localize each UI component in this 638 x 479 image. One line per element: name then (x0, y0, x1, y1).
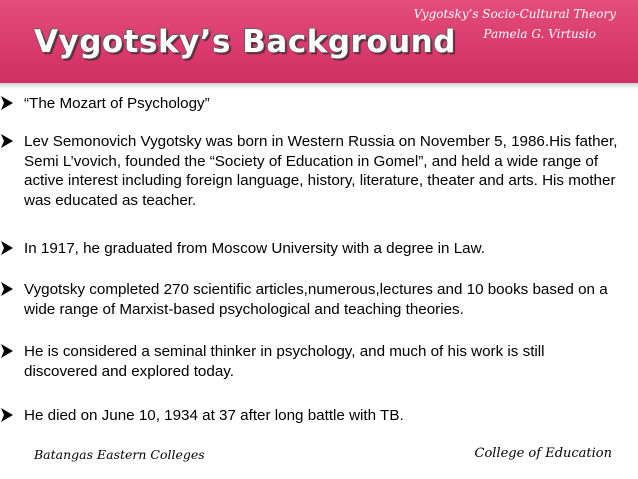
slide-title: Vygotsky’s Background (34, 24, 456, 60)
footer-institution: Batangas Eastern Colleges (34, 447, 205, 462)
author-credit: Pamela G. Virtusio (483, 27, 596, 41)
theory-credit: Vygotsky’s Socio-Cultural Theory (413, 7, 616, 21)
arrow-bullet-icon (0, 281, 17, 298)
arrow-bullet-icon (0, 407, 17, 424)
bullet-text: He died on June 10, 1934 at 37 after long battle with TB. (24, 407, 404, 424)
bullet-text: “The Mozart of Psychology” (24, 95, 210, 112)
bullet-text: Lev Semonovich Vygotsky was born in Western Russia on November 5, 1986.His father, Semi L’vovich, founded the “Society of Education in Gomel”, and held a wide range of active interest including foreign language, history, literature, theater and arts. His mother was educated as teacher. (24, 133, 618, 209)
footer-department: College of Education (474, 446, 612, 461)
bullet-text: He is considered a seminal thinker in psychology, and much of his work is still discovered and explored today. (24, 343, 545, 380)
arrow-bullet-icon (0, 240, 17, 257)
banner-shadow (0, 83, 638, 89)
arrow-bullet-icon (0, 95, 17, 112)
arrow-bullet-icon (0, 133, 17, 150)
bullet-text: In 1917, he graduated from Moscow University with a degree in Law. (24, 240, 485, 257)
bullet-text: Vygotsky completed 270 scientific articles,numerous,lectures and 10 books based on a wide range of Marxist-based psychological and teaching theories. (24, 281, 608, 318)
arrow-bullet-icon (0, 343, 17, 360)
